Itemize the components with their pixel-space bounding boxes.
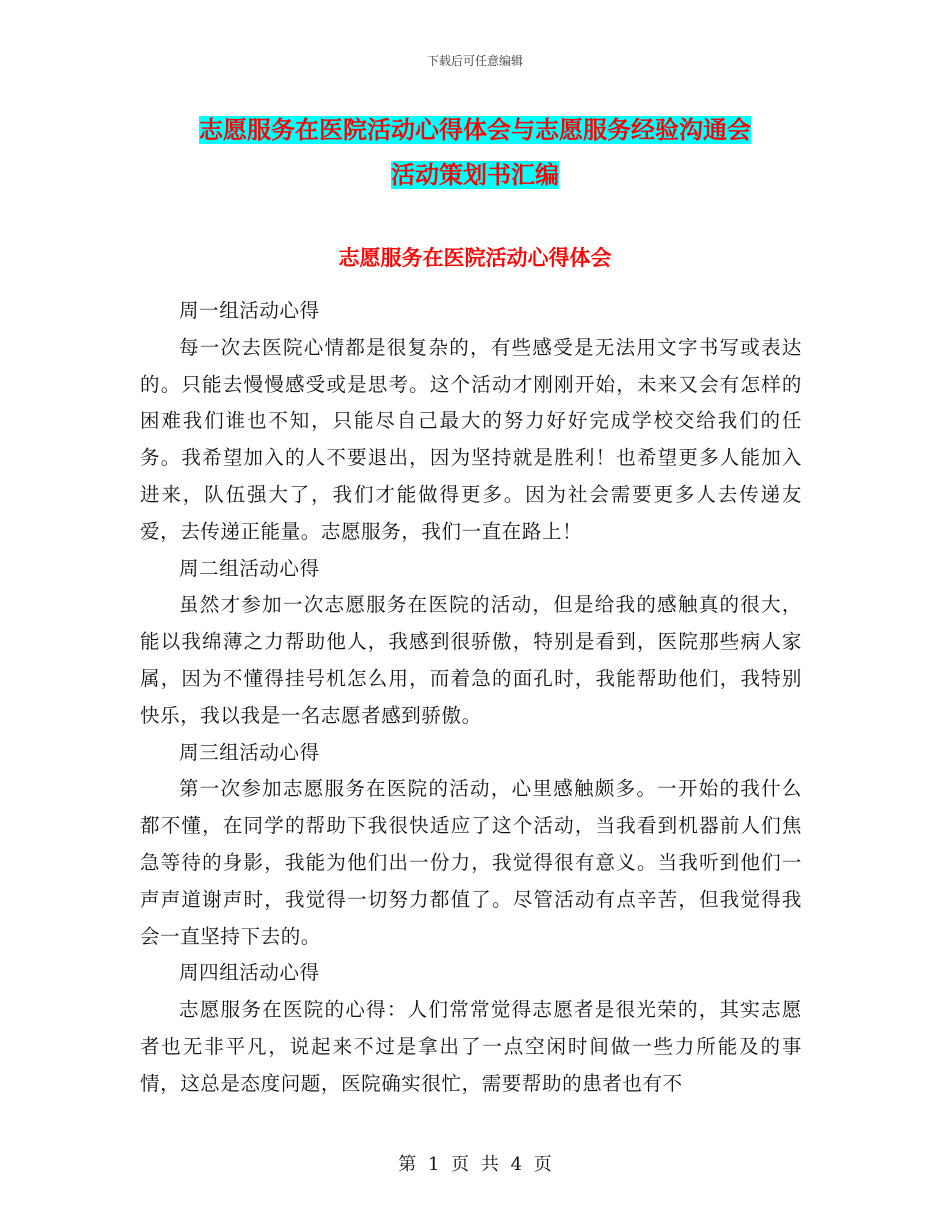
group-heading-tuesday: 周二组活动心得 xyxy=(179,556,320,580)
document-title-line-1: 志愿服务在医院活动心得体会与志愿服务经验沟通会 xyxy=(199,116,751,144)
document-title-line-2: 活动策划书汇编 xyxy=(391,161,559,189)
paragraph-wednesday: 第一次参加志愿服务在医院的活动，心里感触颇多。一开始的我什么都不懂，在同学的帮助下我很快适应了这个活动，当我看到机器前人们焦急等待的身影，我能为他们出一份力，我觉得很有意义。当我听到他们一声声道谢声时，我觉得一切努力都值了。尽管活动有点辛苦，但我觉得我会一直坚持下去的。 xyxy=(140,777,802,948)
paragraph-tuesday: 虽然才参加一次志愿服务在医院的活动，但是给我的感触真的很大，能以我绵薄之力帮助他人，我感到很骄傲，特别是看到，医院那些病人家属，因为不懂得挂号机怎么用，而着急的面孔时，我能帮助他们，我特别快乐，我以我是一名志愿者感到骄傲。 xyxy=(140,593,802,727)
paragraph-thursday: 志愿服务在医院的心得：人们常常觉得志愿者是很光荣的，其实志愿者也无非平凡，说起来不过是拿出了一点空闲时间做一些力所能及的事情，这总是态度问题，医院确实很忙，需要帮助的患者也有不 xyxy=(140,998,802,1095)
group-heading-thursday: 周四组活动心得 xyxy=(179,961,320,985)
group-heading-monday: 周一组活动心得 xyxy=(179,299,320,322)
group-heading-wednesday: 周三组活动心得 xyxy=(179,740,320,764)
page-footer: 第 1 页 共 4 页 xyxy=(398,1154,552,1175)
paragraph-monday: 每一次去医院心情都是很复杂的，有些感受是无法用文字书写或表达的。只能去慢慢感受或是思考。这个活动才刚刚开始，未来又会有怎样的困难我们谁也不知，只能尽自己最大的努力好好完成学校交给我们的任务。我希望加入的人不要退出，因为坚持就是胜利！也希望更多人能加入进来，队伍强大了，我们才能做得更多。因为社会需要更多人去传递友爱，去传递正能量。志愿服务，我们一直在路上！ xyxy=(140,335,802,543)
header-note: 下载后可任意编辑 xyxy=(426,54,523,68)
document-title xyxy=(140,108,810,198)
section-title: 志愿服务在医院活动心得体会 xyxy=(338,246,612,270)
document-body xyxy=(140,293,802,1103)
